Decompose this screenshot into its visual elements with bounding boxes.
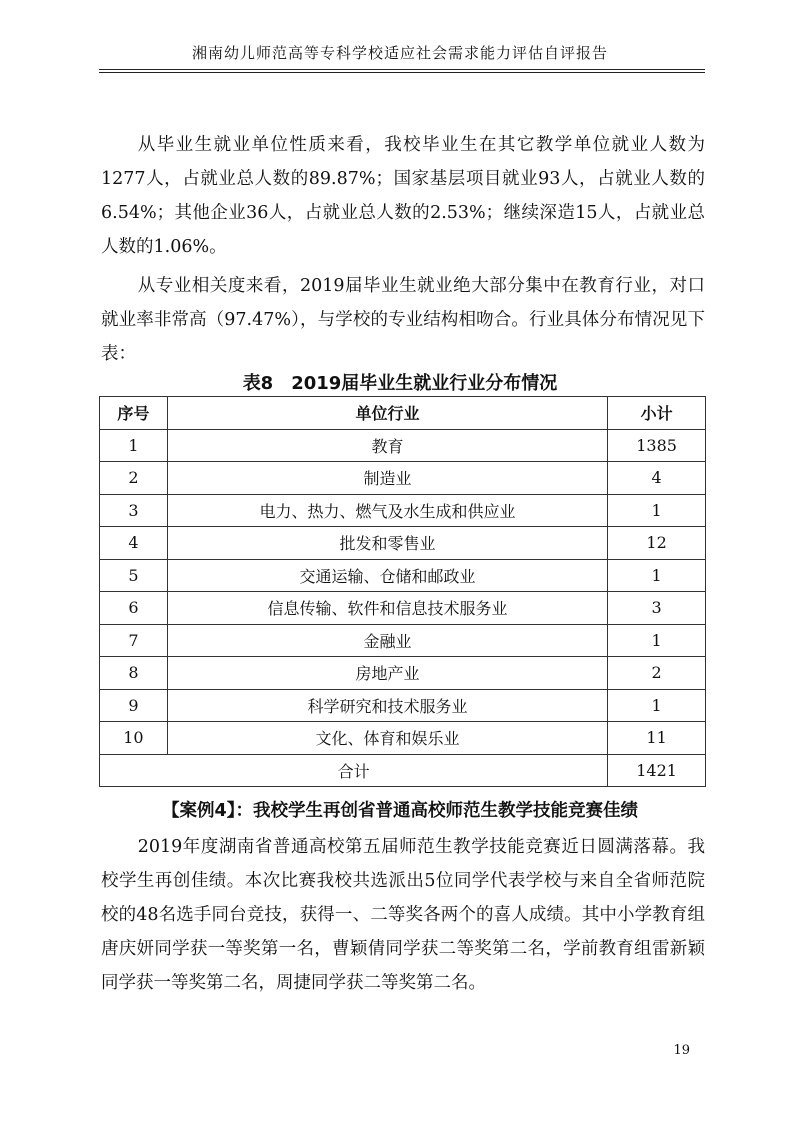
row-subtotal: 1 [608, 494, 706, 527]
row-industry: 批发和零售业 [167, 527, 607, 560]
row-index: 3 [100, 494, 168, 527]
row-industry: 教育 [167, 429, 607, 462]
row-index: 5 [100, 559, 168, 592]
row-industry: 科学研究和技术服务业 [167, 689, 607, 722]
row-subtotal: 12 [608, 527, 706, 560]
row-index: 2 [100, 462, 168, 495]
table-row [100, 689, 706, 722]
total-value: 1421 [608, 754, 706, 787]
row-index: 8 [100, 657, 168, 690]
table-row [100, 429, 706, 462]
header-industry: 单位行业 [167, 397, 607, 430]
paragraph-employment-nature: 从毕业生就业单位性质来看，我校毕业生在其它教学单位就业人数为1277人，占就业总人数的89.87%；国家基层项目就业93人，占就业人数的6.54%；其他企业36人，占就业总人数的2.53%；继续深造15人，占就业总人数的1.06%。 [101, 135, 705, 257]
row-industry: 信息传输、软件和信息技术服务业 [167, 592, 607, 625]
header-subtotal: 小计 [608, 397, 706, 430]
table-header-row [100, 397, 706, 430]
paragraph-major-relevance: 从专业相关度来看，2019届毕业生就业绝大部分集中在教育行业，对口就业率非常高（97.47%），与学校的专业结构相吻合。行业具体分布情况见下表： [101, 276, 705, 364]
row-industry: 房地产业 [167, 657, 607, 690]
row-subtotal: 11 [608, 722, 706, 755]
total-label: 合计 [100, 754, 608, 787]
table-row [100, 624, 706, 657]
row-industry: 制造业 [167, 462, 607, 495]
row-index: 6 [100, 592, 168, 625]
table-row [100, 527, 706, 560]
case-title: 【案例4】：我校学生再创省普通高校师范生教学技能竞赛佳绩 [162, 801, 638, 821]
header-index: 序号 [100, 397, 168, 430]
row-subtotal: 1385 [608, 429, 706, 462]
page-number: 19 [673, 1043, 690, 1058]
page-header: 湘南幼儿师范高等专科学校适应社会需求能力评估自评报告 [191, 44, 608, 62]
row-industry: 电力、热力、燃气及水生成和供应业 [167, 494, 607, 527]
row-industry: 交通运输、仓储和邮政业 [167, 559, 607, 592]
row-subtotal: 3 [608, 592, 706, 625]
industry-distribution-table [99, 396, 706, 787]
row-subtotal: 1 [608, 689, 706, 722]
header-rule-double [99, 72, 705, 73]
row-subtotal: 4 [608, 462, 706, 495]
table-row [100, 494, 706, 527]
header-rule [99, 69, 705, 70]
row-index: 10 [100, 722, 168, 755]
paragraph-case-description: 2019年度湖南省普通高校第五届师范生教学技能竞赛近日圆满落幕。我校学生再创佳绩。本次比赛我校共选派出5位同学代表学校与来自全省师范院校的48名选手同台竞技，获得一、二等奖各两个的喜人成绩。其中小学教育组唐庆妍同学获一等奖第一名，曹颖倩同学获二等奖第二名，学前教育组雷新颖同学获一等奖第二名，周捷同学获二等奖第二名。 [101, 837, 705, 993]
table-caption: 表8 2019届毕业生就业行业分布情况 [242, 373, 558, 394]
row-subtotal: 1 [608, 559, 706, 592]
row-industry: 文化、体育和娱乐业 [167, 722, 607, 755]
row-index: 9 [100, 689, 168, 722]
row-subtotal: 2 [608, 657, 706, 690]
row-index: 1 [100, 429, 168, 462]
table-row [100, 592, 706, 625]
row-index: 4 [100, 527, 168, 560]
row-industry: 金融业 [167, 624, 607, 657]
table-row [100, 462, 706, 495]
table-row [100, 657, 706, 690]
row-subtotal: 1 [608, 624, 706, 657]
table-row [100, 559, 706, 592]
table-total-row [100, 754, 706, 787]
table-row [100, 722, 706, 755]
row-index: 7 [100, 624, 168, 657]
